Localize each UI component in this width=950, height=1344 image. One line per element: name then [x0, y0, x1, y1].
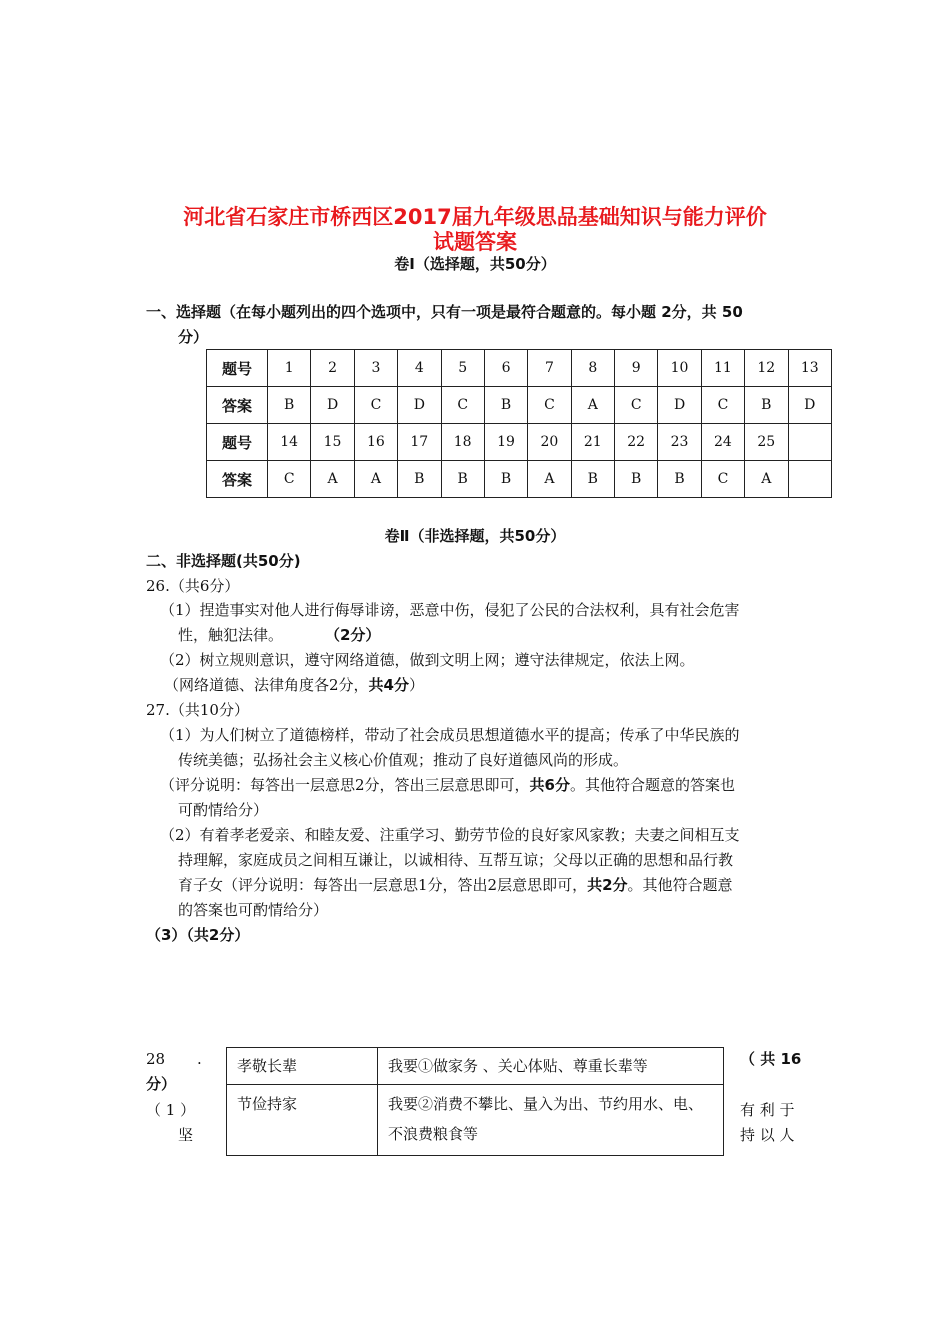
part2-heading: 卷Ⅱ（非选择题，共50分）: [384, 527, 566, 545]
q27-note1-line2: 可酌情给分）: [178, 801, 269, 819]
q26-note: [164, 673, 424, 697]
table-cell: A: [745, 461, 788, 498]
table-cell: 18: [441, 424, 484, 461]
table-cell: 24: [701, 424, 744, 461]
table-row: [207, 387, 832, 424]
table-cell: 4: [398, 350, 441, 387]
table-cell: B: [441, 461, 484, 498]
table-cell: 14: [268, 424, 311, 461]
q28-left-sub: （ 1 ）: [146, 1101, 196, 1119]
note-score: 共4分: [368, 676, 409, 694]
page-title: 河北省石家庄市桥西区2017届九年级思品基础知识与能力评价: [183, 205, 767, 229]
q26-answer1-line2: 性，触犯法律。: [178, 626, 284, 644]
table-cell: B: [615, 461, 658, 498]
table-cell: B: [484, 461, 527, 498]
answer-table: [206, 349, 832, 498]
q27-answer1-line2: 传统美德；弘扬社会主义核心价值观；推动了良好道德风尚的形成。: [178, 751, 629, 769]
q28-right-line3: 持 以 人: [740, 1126, 795, 1144]
table-cell: 我要①做家务 、关心体贴、尊重长辈等: [378, 1048, 724, 1085]
table-cell: 25: [745, 424, 788, 461]
q28-table: [226, 1047, 724, 1156]
q28-left-num: 28: [146, 1050, 166, 1068]
q26-title: 26.（共6分）: [146, 577, 240, 595]
table-cell: B: [398, 461, 441, 498]
table-row: [207, 424, 832, 461]
table-cell: C: [441, 387, 484, 424]
q27-answer2-line2: 持理解，家庭成员之间相互谦让，以诚相待、互帮互谅；父母以正确的思想和品行教: [178, 851, 734, 869]
table-cell: B: [484, 387, 527, 424]
table-cell: 9: [615, 350, 658, 387]
table-cell: 1: [268, 350, 311, 387]
table-cell: A: [311, 461, 354, 498]
section1-heading: 一、选择题（在每小题列出的四个选项中，只有一项是最符合题意的。每小题 2分，共 50: [146, 303, 743, 321]
table-cell: 21: [571, 424, 614, 461]
table-cell: D: [398, 387, 441, 424]
row-label: 答案: [207, 461, 268, 498]
note-score: 共2分: [587, 876, 628, 894]
table-cell: 2: [311, 350, 354, 387]
table-cell: 15: [311, 424, 354, 461]
q27-answer2-line1: （2）有着孝老爱亲、和睦友爱、注重学习、勤劳节俭的良好家风家教；夫妻之间相互支: [160, 826, 740, 844]
part1-heading: 卷Ⅰ（选择题，共50分）: [394, 255, 556, 273]
note-text-end: 。其他符合题意: [627, 876, 733, 894]
q27-answer2-line4: 的答案也可酌情给分）: [178, 901, 329, 919]
table-cell: B: [745, 387, 788, 424]
q28-left-score: 分）: [146, 1075, 177, 1093]
table-cell: 16: [354, 424, 397, 461]
table-cell: 8: [571, 350, 614, 387]
table-cell: B: [571, 461, 614, 498]
table-row: [227, 1048, 724, 1085]
note-text-end: 。其他符合题意的答案也: [569, 776, 735, 794]
q28-right-score: （ 共 16: [740, 1050, 802, 1068]
note-text: （网络道德、法律角度各2分，: [164, 676, 369, 694]
table-row: [227, 1085, 724, 1156]
note-text: （评分说明：每答出一层意思2分，答出三层意思即可，: [160, 776, 530, 794]
table-cell: 7: [528, 350, 571, 387]
note-text-end: ）: [408, 676, 424, 694]
table-cell: 11: [701, 350, 744, 387]
table-cell: C: [701, 461, 744, 498]
row-label: 答案: [207, 387, 268, 424]
table-row: [207, 461, 832, 498]
q27-answer1-line1: （1）为人们树立了道德榜样，带动了社会成员思想道德水平的提高；传承了中华民族的: [160, 726, 740, 744]
table-cell: B: [658, 461, 701, 498]
table-cell: 孝敬长辈: [227, 1048, 378, 1085]
table-cell: B: [268, 387, 311, 424]
table-cell: C: [268, 461, 311, 498]
table-cell: D: [311, 387, 354, 424]
table-cell: A: [354, 461, 397, 498]
table-cell: [788, 424, 832, 461]
section1-heading-cont: 分）: [178, 328, 209, 346]
table-cell: 23: [658, 424, 701, 461]
table-cell: 我要②消费不攀比、量入为出、节约用水、电、不浪费粮食等: [378, 1085, 724, 1156]
table-cell: 3: [354, 350, 397, 387]
q26-answer2: （2）树立规则意识，遵守网络道德，做到文明上网；遵守法律规定，依法上网。: [160, 651, 695, 669]
q26-answer1-score: （2分）: [325, 626, 381, 644]
table-cell: C: [701, 387, 744, 424]
q27-note1-line1: [160, 773, 735, 797]
q27-answer2-line3: [178, 873, 733, 897]
table-cell: 17: [398, 424, 441, 461]
table-cell: 12: [745, 350, 788, 387]
table-row: [207, 350, 832, 387]
table-cell: C: [615, 387, 658, 424]
row-label: 题号: [207, 350, 268, 387]
table-cell: A: [571, 387, 614, 424]
table-cell: 6: [484, 350, 527, 387]
section2-heading: 二、非选择题(共50分): [146, 552, 301, 570]
note-score: 共6分: [529, 776, 570, 794]
table-cell: 19: [484, 424, 527, 461]
table-cell: 13: [788, 350, 832, 387]
table-cell: 10: [658, 350, 701, 387]
q27-answer3: （3）（共2分）: [146, 926, 250, 944]
note-text: 育子女（评分说明：每答出一层意思1分，答出2层意思即可，: [178, 876, 588, 894]
q27-title: 27.（共10分）: [146, 701, 249, 719]
q28-left-char: 坚: [178, 1126, 194, 1144]
q28-left-dot: .: [197, 1050, 202, 1068]
table-cell: C: [354, 387, 397, 424]
table-cell: [788, 461, 832, 498]
table-cell: D: [658, 387, 701, 424]
table-cell: 22: [615, 424, 658, 461]
table-cell: 20: [528, 424, 571, 461]
row-label: 题号: [207, 424, 268, 461]
table-cell: C: [528, 387, 571, 424]
page-title-line2: 试题答案: [433, 230, 517, 254]
q26-answer1-line1: （1）捏造事实对他人进行侮辱诽谤，恶意中伤，侵犯了公民的合法权利，具有社会危害: [160, 601, 740, 619]
table-cell: 节俭持家: [227, 1085, 378, 1156]
table-cell: D: [788, 387, 832, 424]
table-cell: 5: [441, 350, 484, 387]
q28-right-line2: 有 利 于: [740, 1101, 795, 1119]
table-cell: A: [528, 461, 571, 498]
